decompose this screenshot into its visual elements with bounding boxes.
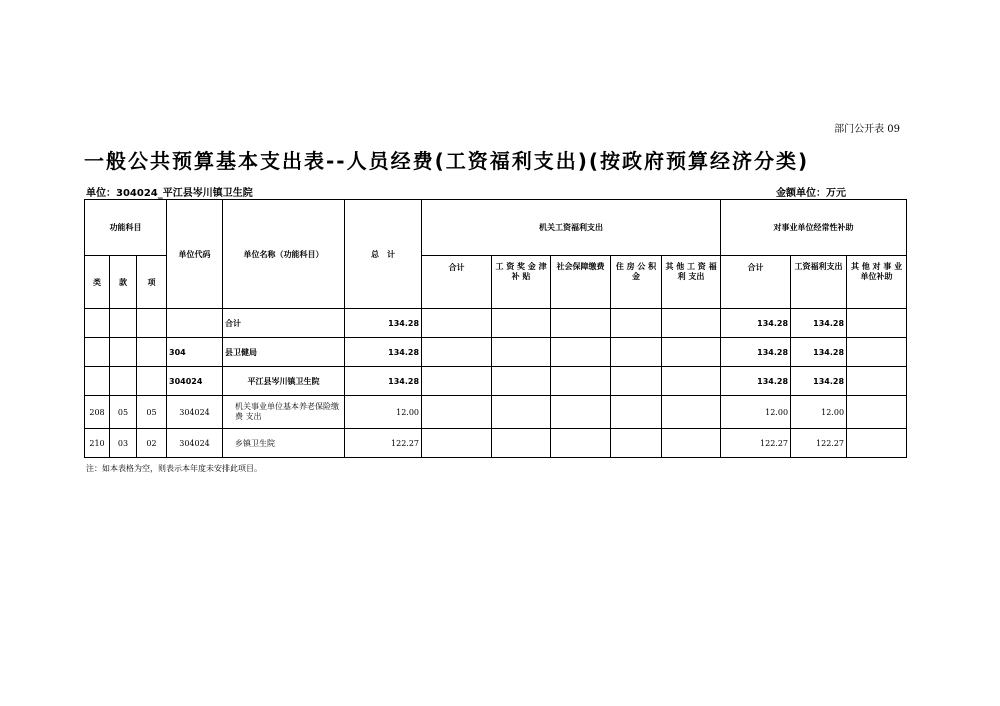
cell-wage (492, 367, 551, 396)
header-unit-name: 单位名称（功能科目） (223, 200, 345, 309)
cell-inst-total: 122.27 (721, 429, 791, 458)
table-row (85, 309, 907, 338)
cell-kuan (110, 338, 137, 367)
expenditure-table (84, 199, 907, 458)
cell-name: 平江县岑川镇卫生院 (223, 367, 345, 396)
header-xiang: 项 (137, 256, 167, 309)
cell-housing (611, 396, 662, 429)
cell-other (662, 309, 721, 338)
header-institution-subsidy: 对事业单位经常性补助 (721, 200, 907, 256)
header-other-salary: 其 他 工 资 福 利 支出 (662, 256, 721, 309)
cell-xiang: 02 (137, 429, 167, 458)
cell-inst-total: 134.28 (721, 367, 791, 396)
cell-inst-other (847, 338, 907, 367)
cell-name: 合计 (223, 309, 345, 338)
cell-inst-other (847, 429, 907, 458)
header-inst-wage: 工资福利支出 (791, 256, 847, 309)
cell-org-total (422, 367, 492, 396)
cell-social (551, 429, 611, 458)
cell-code: 304024 (167, 396, 223, 429)
cell-kuan (110, 367, 137, 396)
cell-kuan: 03 (110, 429, 137, 458)
cell-kuan: 05 (110, 396, 137, 429)
cell-total: 12.00 (345, 396, 422, 429)
page-title: 一般公共预算基本支出表--人员经费(工资福利支出)(按政府预算经济分类) (84, 149, 810, 173)
cell-inst-wage: 134.28 (791, 338, 847, 367)
cell-name: 机关事业单位基本养老保险缴费 支出 (223, 396, 345, 429)
cell-housing (611, 367, 662, 396)
cell-lei (85, 309, 110, 338)
cell-name: 乡镇卫生院 (223, 429, 345, 458)
header-unit-code: 单位代码 (167, 200, 223, 309)
cell-lei (85, 338, 110, 367)
amount-unit-label: 金额单位：万元 (776, 188, 846, 199)
cell-inst-wage: 134.28 (791, 309, 847, 338)
cell-org-total (422, 338, 492, 367)
header-inst-other: 其 他 对 事 业单位补助 (847, 256, 907, 309)
cell-lei: 210 (85, 429, 110, 458)
cell-wage (492, 309, 551, 338)
table-row (85, 429, 907, 458)
form-number: 部门公开表 09 (834, 124, 900, 135)
header-func-subject: 功能科目 (85, 200, 167, 256)
table-row (85, 338, 907, 367)
cell-lei (85, 367, 110, 396)
header-lei: 类 (85, 256, 110, 309)
header-kuan: 款 (110, 256, 137, 309)
cell-other (662, 429, 721, 458)
cell-org-total (422, 429, 492, 458)
cell-total: 134.28 (345, 338, 422, 367)
cell-total: 122.27 (345, 429, 422, 458)
cell-inst-wage: 134.28 (791, 367, 847, 396)
table-row (85, 396, 907, 429)
header-total: 总 计 (345, 200, 422, 309)
header-org-salary: 机关工资福利支出 (422, 200, 721, 256)
header-wage-bonus: 工 资 奖 金 津 补 贴 (492, 256, 551, 309)
cell-xiang: 05 (137, 396, 167, 429)
cell-total: 134.28 (345, 309, 422, 338)
cell-xiang (137, 367, 167, 396)
cell-org-total (422, 309, 492, 338)
cell-other (662, 396, 721, 429)
cell-code: 304024 (167, 429, 223, 458)
cell-inst-wage: 12.00 (791, 396, 847, 429)
header-social-security: 社会保障缴费 (551, 256, 611, 309)
cell-inst-other (847, 396, 907, 429)
cell-housing (611, 309, 662, 338)
cell-org-total (422, 396, 492, 429)
header-row-1 (85, 200, 907, 256)
header-org-total: 合计 (422, 256, 492, 309)
cell-other (662, 338, 721, 367)
cell-wage (492, 429, 551, 458)
cell-total: 134.28 (345, 367, 422, 396)
cell-inst-total: 12.00 (721, 396, 791, 429)
cell-inst-other (847, 309, 907, 338)
cell-code: 304 (167, 338, 223, 367)
cell-inst-total: 134.28 (721, 338, 791, 367)
cell-inst-total: 134.28 (721, 309, 791, 338)
cell-kuan (110, 309, 137, 338)
cell-social (551, 338, 611, 367)
cell-inst-wage: 122.27 (791, 429, 847, 458)
cell-other (662, 367, 721, 396)
unit-label: 单位：304024_平江县岑川镇卫生院 (86, 188, 253, 199)
cell-housing (611, 429, 662, 458)
cell-code: 304024 (167, 367, 223, 396)
cell-social (551, 367, 611, 396)
cell-name: 县卫健局 (223, 338, 345, 367)
cell-code (167, 309, 223, 338)
cell-xiang (137, 338, 167, 367)
cell-social (551, 396, 611, 429)
footnote: 注：如本表格为空，则表示本年度未安排此项目。 (86, 464, 262, 473)
header-inst-total: 合计 (721, 256, 791, 309)
cell-housing (611, 338, 662, 367)
table-row (85, 367, 907, 396)
cell-wage (492, 338, 551, 367)
cell-lei: 208 (85, 396, 110, 429)
cell-inst-other (847, 367, 907, 396)
header-housing-fund: 住 房 公 积 金 (611, 256, 662, 309)
cell-wage (492, 396, 551, 429)
cell-social (551, 309, 611, 338)
cell-xiang (137, 309, 167, 338)
